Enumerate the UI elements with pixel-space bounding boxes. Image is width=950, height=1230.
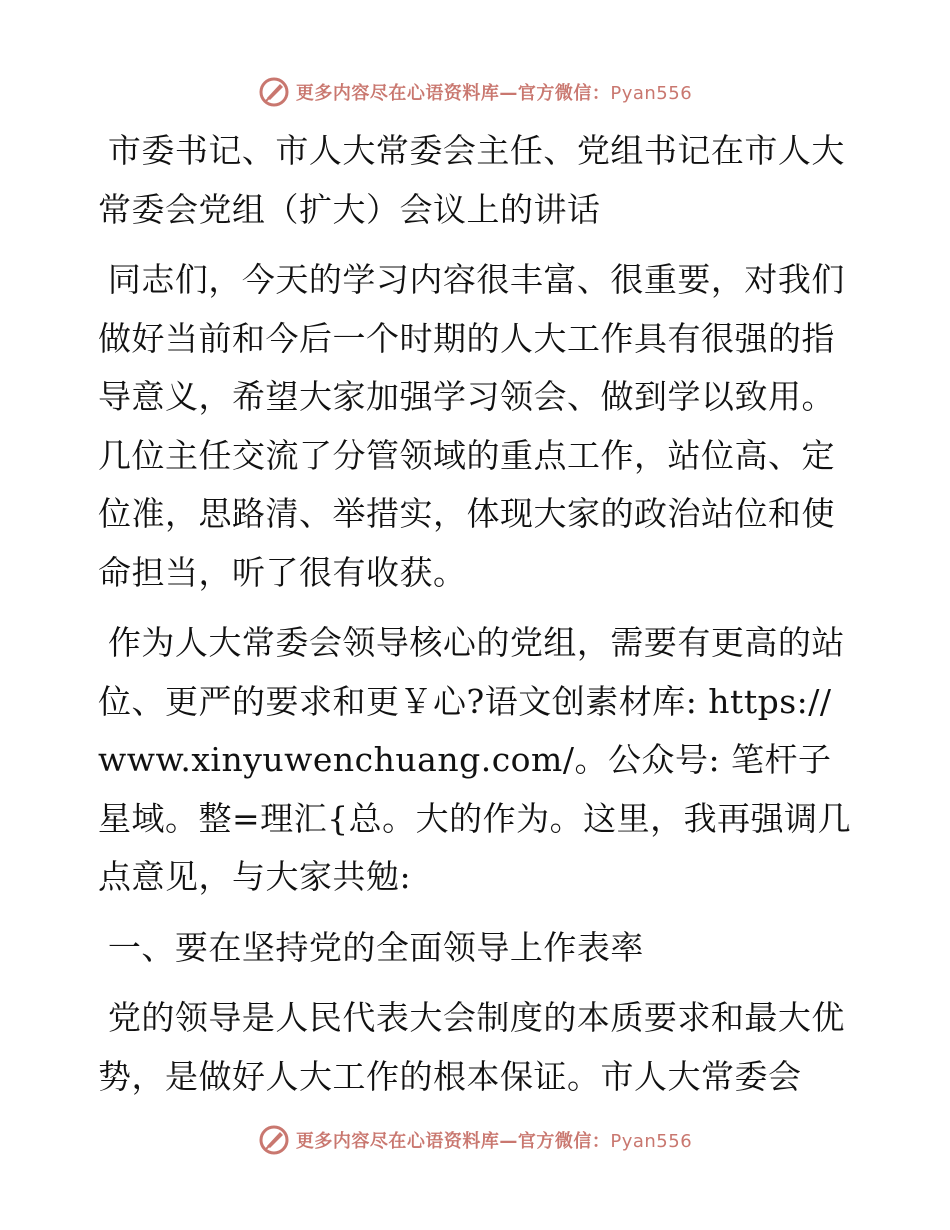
paragraph: 作为人大常委会领导核心的党组，需要有更高的站位、更严的要求和更￥心?语文创素材库: https://www.xinyuwenchuang.com/。公众号: 笔杆子星域。整=理汇{总。大的作为。这里，我再强调几点意见，与大家共勉: — [98, 623, 852, 896]
paragraph: 党的领导是人民代表大会制度的本质要求和最大优势，是做好人大工作的根本保证。市人大常委会 — [98, 998, 845, 1096]
document-title: 市委书记、市人大常委会主任、党组书记在市人大常委会党组（扩大）会议上的讲话 — [98, 131, 845, 229]
watermark-header — [0, 72, 950, 112]
watermark-text: 更多内容尽在心语资料库—官方微信：Pyan556 — [295, 1131, 693, 1152]
watermark-footer — [0, 1120, 950, 1160]
section-heading: 一、要在坚持党的全面领导上作表率 — [107, 927, 644, 967]
paragraph: 同志们，今天的学习内容很丰富、很重要，对我们做好当前和今后一个时期的人大工作具有很强的指导意义，希望大家加强学习领会、做到学以致用。几位主任交流了分管领域的重点工作，站位高、定位准，思路清、举措实，体现大家的政治站位和使命担当，听了很有收获。 — [98, 260, 845, 592]
watermark-text: 更多内容尽在心语资料库—官方微信：Pyan556 — [295, 83, 693, 104]
logo-icon — [258, 1124, 290, 1156]
document-body — [98, 122, 858, 1106]
logo-icon — [258, 76, 290, 108]
